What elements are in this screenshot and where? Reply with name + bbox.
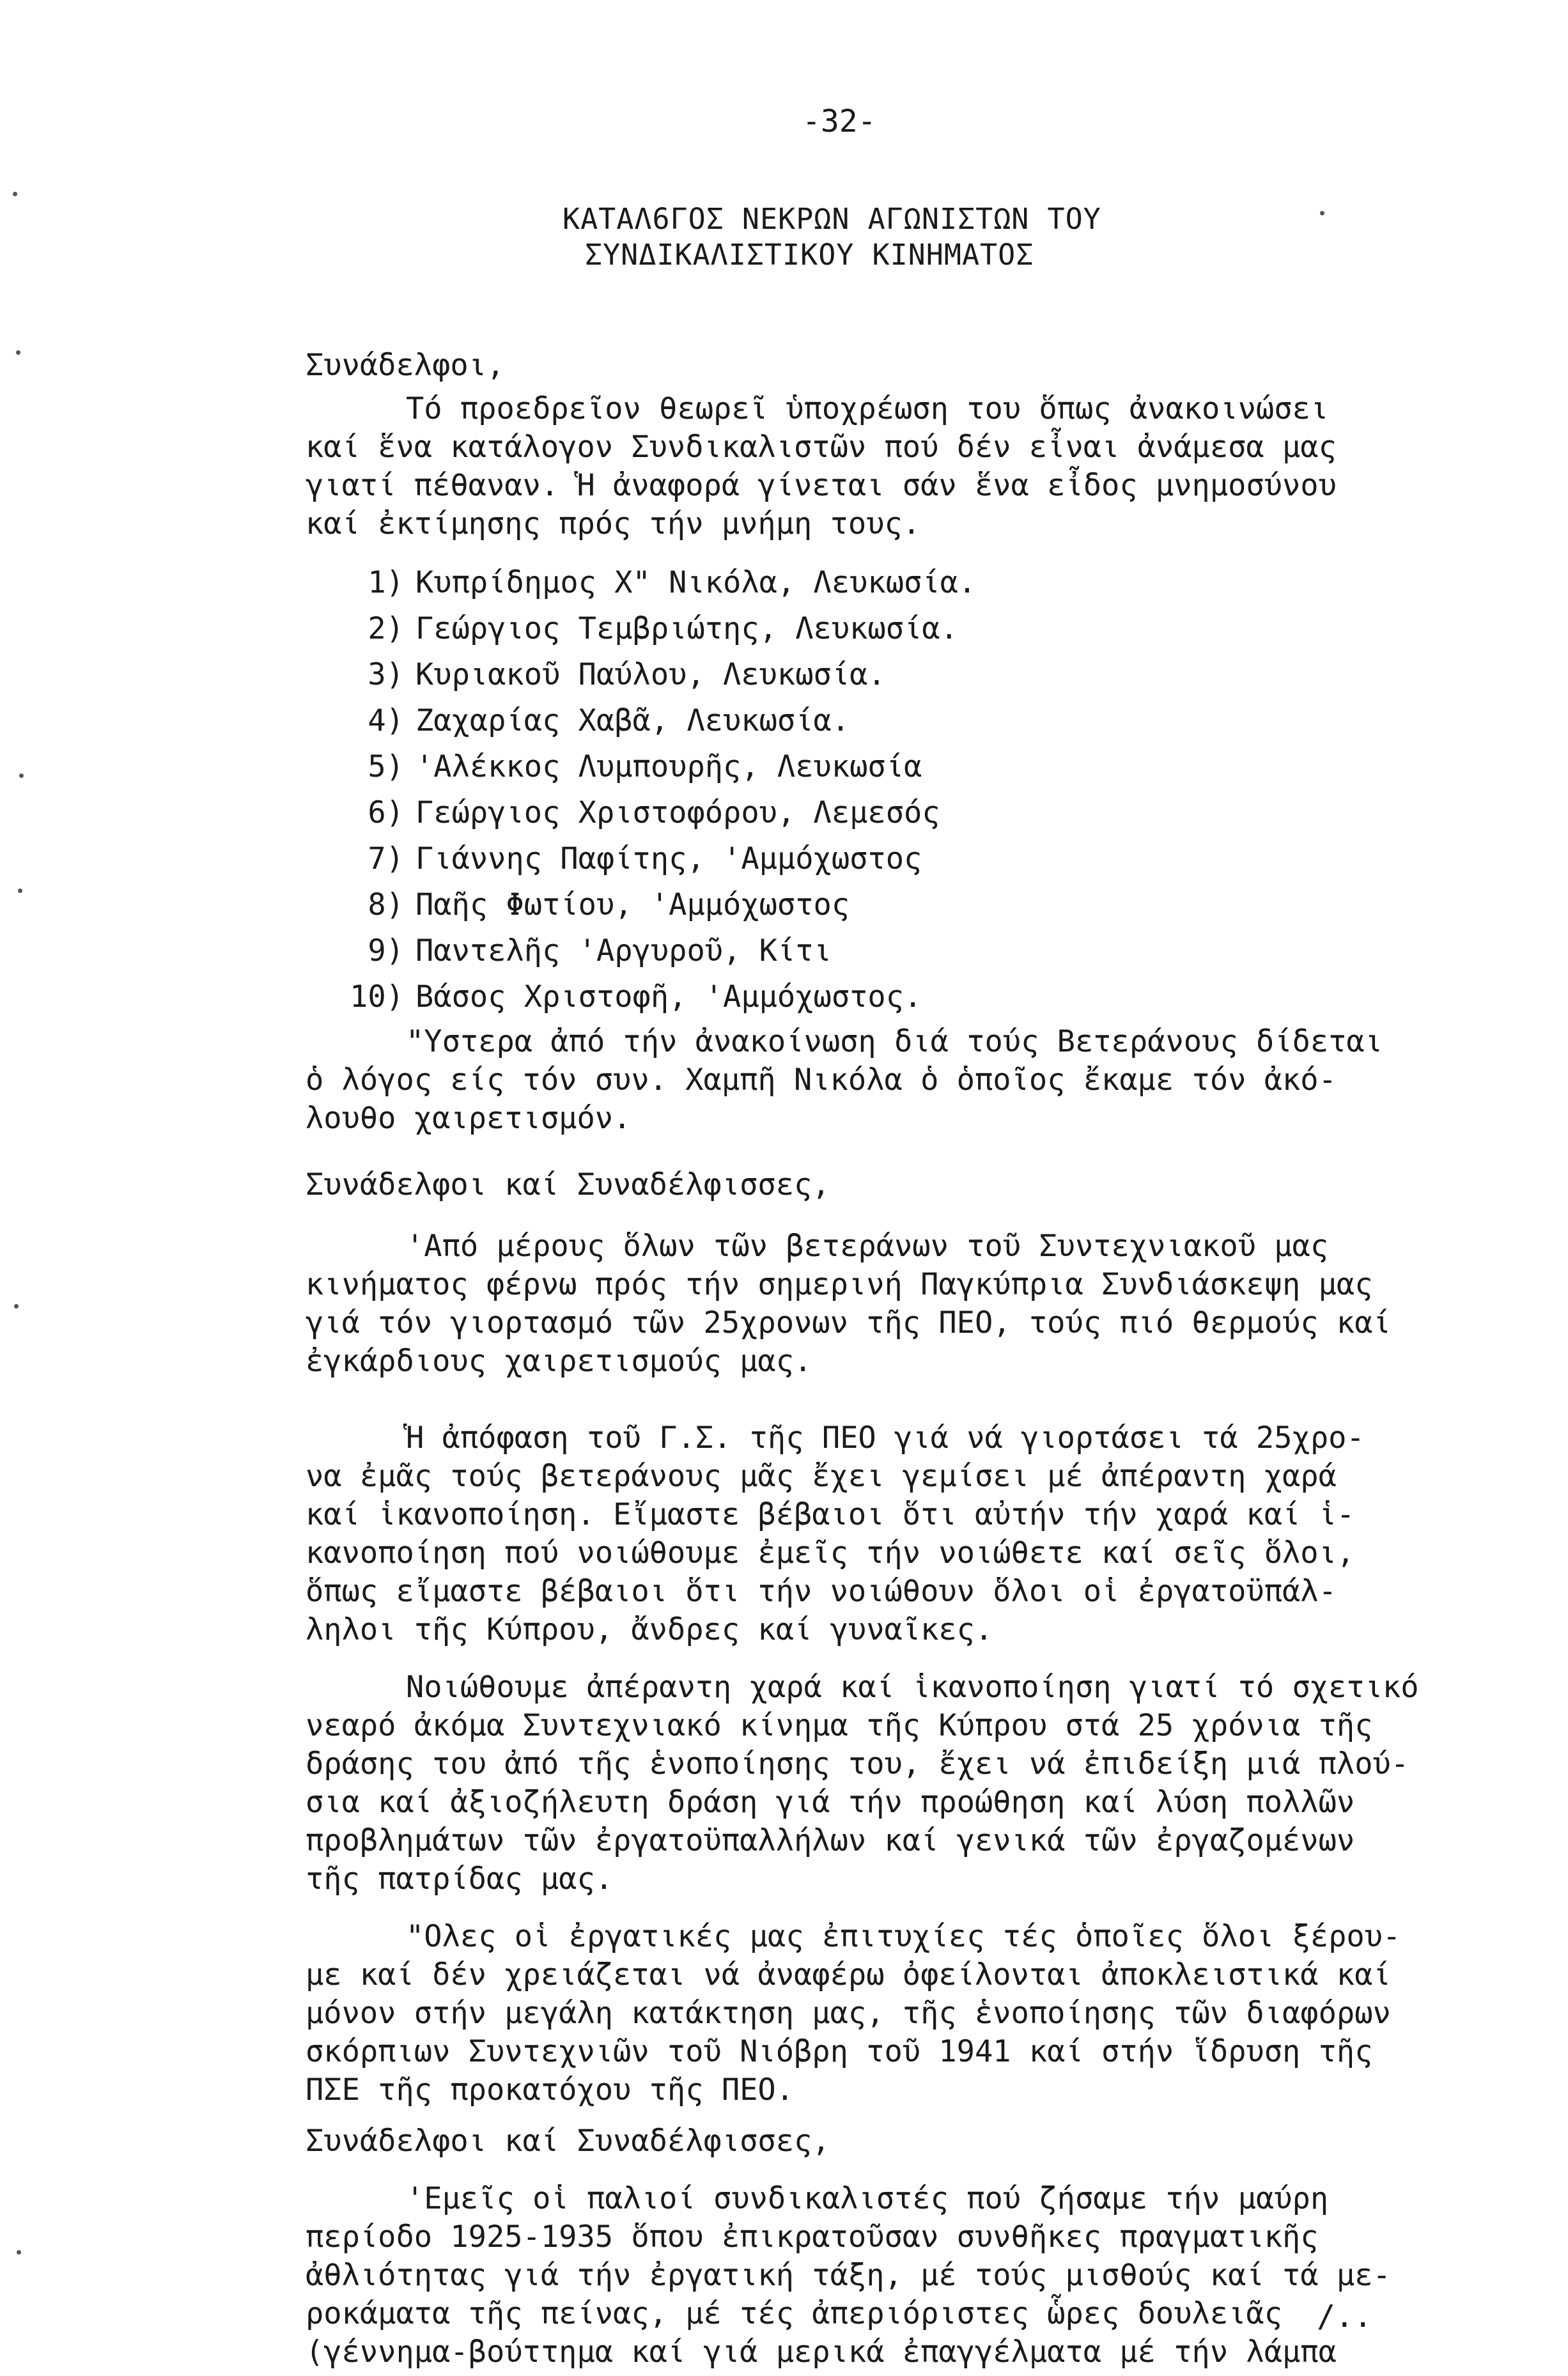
list-text: Κυπρίδημος Χ" Νικόλα, Λευκωσία.	[415, 565, 977, 600]
text-line: ροκάματα τῆς πείνας, μέ τές ἀπεριόριστες ὧρες δουλειᾶς	[306, 2296, 1283, 2331]
list-item	[345, 841, 922, 876]
list-number: 3)	[368, 657, 404, 692]
list-item	[345, 795, 940, 830]
list-number: 2)	[368, 611, 404, 646]
list-item	[345, 979, 922, 1014]
list-text: Παῆς Φωτίου, 'Αμμόχωστος	[415, 887, 850, 922]
document-title-line-2: ΣΥΝΔΙΚΑΛΙΣΤΙΚΟΥ ΚΙΝΗΜΑΤΟΣ	[585, 238, 1034, 272]
list-number: 8)	[368, 887, 404, 922]
text-line: Νοιώθουμε ἀπέραντη χαρά καί ἱκανοποίηση γιατί τό σχετικό	[406, 1670, 1419, 1705]
list-number: 9)	[368, 933, 404, 968]
text-line: λουθο χαιρετισμόν.	[306, 1101, 632, 1136]
scan-speck	[14, 1304, 19, 1308]
salutation: Συνάδελφοι,	[306, 348, 505, 383]
list-item	[345, 933, 832, 968]
text-line: καί ἱκανοποίηση. Εἴμαστε βέβαιοι ὅτι αὐτήν τήν χαρά καί ἱ-	[306, 1497, 1355, 1532]
list-text: Βάσος Χριστοφῆ, 'Αμμόχωστος.	[415, 979, 922, 1014]
text-line: Τό προεδρεῖον θεωρεῖ ὑποχρέωση του ὅπως ἀνακοινώσει	[406, 391, 1329, 426]
list-text: Γεώργιος Τεμβριώτης, Λευκωσία.	[415, 611, 958, 646]
text-line: καί ἕνα κατάλογον Συνδικαλιστῶν πού δέν εἶναι ἀνάμεσα μας	[306, 430, 1337, 465]
list-item	[345, 657, 886, 692]
scan-speck	[18, 889, 22, 893]
text-line: σια καί ἀξιοζήλευτη δράση γιά τήν προώθηση καί λύση πολλῶν	[306, 1785, 1355, 1820]
text-line: καί ἐκτίμησης πρός τήν μνήμη τους.	[306, 506, 921, 541]
list-item	[345, 611, 958, 646]
text-line: δράσης του ἀπό τῆς ἑνοποίησης του, ἔχει νά ἐπιδείξη μιά πλού-	[306, 1746, 1409, 1782]
text-line: προβλημάτων τῶν ἐργατοϋπαλλήλων καί γενικά τῶν ἐργαζομένων	[306, 1823, 1355, 1858]
text-line: με καί δέν χρειάζεται νά ἀναφέρω ὀφείλονται ἀποκλειστικά καί	[306, 1957, 1391, 1992]
list-number: 1)	[368, 565, 404, 600]
text-line: νεαρό ἀκόμα Συντεχνιακό κίνημα τῆς Κύπρου στά 25 χρόνια τῆς	[306, 1708, 1373, 1743]
text-line: 'Εμεῖς οἱ παλιοί συνδικαλιστές πού ζήσαμε τήν μαύρη	[406, 2181, 1329, 2216]
list-text: Ζαχαρίας Χαβᾶ, Λευκωσία.	[415, 703, 850, 738]
text-line: ὅπως εἴμαστε βέβαιοι ὅτι τήν νοιώθουν ὅλοι οἱ ἐργατοϋπάλ-	[306, 1574, 1337, 1609]
list-item	[345, 703, 850, 738]
text-line: ληλοι τῆς Κύπρου, ἄνδρες καί γυναῖκες.	[306, 1612, 993, 1647]
list-number: 5)	[368, 749, 404, 784]
list-item	[345, 887, 850, 922]
page-number: -32-	[802, 104, 876, 139]
text-line: σκόρπιων Συντεχνιῶν τοῦ Νιόβρη τοῦ 1941 καί στήν ἵδρυση τῆς	[306, 2034, 1373, 2069]
text-line: ὁ λόγος είς τόν συν. Χαμπῆ Νικόλα ὁ ὁποῖος ἔκαμε τόν ἀκό-	[306, 1062, 1337, 1098]
text-line: τῆς πατρίδας μας.	[306, 1861, 614, 1897]
text-line: κινήματος φέρνω πρός τήν σημερινή Παγκύπρια Συνδιάσκεψη μας	[306, 1267, 1373, 1302]
document-title-line-1: ΚΑΤΑΛ6ΓΟΣ ΝΕΚΡΩΝ ΑΓΩΝΙΣΤΩΝ ΤΟΥ	[563, 202, 1101, 236]
continuation-mark: /..	[1317, 2299, 1372, 2334]
salutation: Συνάδελφοι καί Συναδέλφισσες,	[306, 2124, 830, 2159]
scan-speck	[16, 350, 20, 355]
text-line: (γέννημα-βούττημα καί γιά μερικά ἐπαγγέλματα μέ τήν λάμπα	[306, 2334, 1337, 2370]
list-number: 10)	[350, 979, 404, 1014]
scan-speck	[17, 2250, 21, 2255]
list-text: 'Αλέκκος Λυμπουρῆς, Λευκωσία	[415, 749, 922, 784]
list-number: 4)	[368, 703, 404, 738]
scan-speck	[19, 773, 24, 778]
text-line: ΠΣΕ τῆς προκατόχου τῆς ΠΕΟ.	[306, 2072, 795, 2108]
list-number: 7)	[368, 841, 404, 876]
salutation: Συνάδελφοι καί Συναδέλφισσες,	[306, 1167, 830, 1202]
text-line: ἀθλιότητας γιά τήν ἐργατική τάξη, μέ τούς μισθούς καί τά με-	[306, 2258, 1391, 2293]
list-text: Γεώργιος Χριστοφόρου, Λεμεσός	[415, 795, 940, 830]
text-line: περίοδο 1925-1935 ὅπου ἐπικρατοῦσαν συνθῆκες πραγματικῆς	[306, 2219, 1319, 2255]
text-line: Ἡ ἀπόφαση τοῦ Γ.Σ. τῆς ΠΕΟ γιά νά γιορτάσει τά 25χρο-	[406, 1420, 1365, 1456]
text-line: κανοποίηση πού νοιώθουμε ἐμεῖς τήν νοιώθετε καί σεῖς ὅλοι,	[306, 1535, 1355, 1571]
list-item	[345, 565, 977, 600]
text-line: 'Από μέρους ὅλων τῶν βετεράνων τοῦ Συντεχνιακοῦ μας	[406, 1229, 1329, 1264]
scan-speck	[1320, 211, 1324, 215]
list-text: Παντελῆς 'Αργυροῦ, Κίτι	[415, 933, 832, 968]
text-line: γιά τόν γιορτασμό τῶν 25χρονων τῆς ΠΕΟ, τούς πιό θερμούς καί	[306, 1305, 1391, 1340]
list-item	[345, 749, 922, 784]
text-line: "Ολες οἱ ἐργατικές μας ἐπιτυχίες τές ὁποῖες ὅλοι ξέρου-	[406, 1919, 1401, 1954]
text-line: γιατί πέθαναν. Ἡ ἀναφορά γίνεται σάν ἕνα εἶδος μνημοσύνου	[306, 468, 1337, 503]
text-line: "Υστερα ἀπό τήν ἀνακοίνωση διά τούς Βετεράνους δίδεται	[406, 1024, 1383, 1059]
text-line: μόνον στήν μεγάλη κατάκτηση μας, τῆς ἑνοποίησης τῶν διαφόρων	[306, 1996, 1391, 2031]
text-line: ἐγκάρδιους χαιρετισμούς μας.	[306, 1344, 812, 1379]
list-text: Γιάννης Παφίτης, 'Αμμόχωστος	[415, 841, 922, 876]
list-number: 6)	[368, 795, 404, 830]
text-line: να ἐμᾶς τούς βετεράνους μᾶς ἔχει γεμίσει μέ ἀπέραντη χαρά	[306, 1459, 1337, 1494]
scan-speck	[13, 192, 17, 196]
list-text: Κυριακοῦ Παύλου, Λευκωσία.	[415, 657, 886, 692]
